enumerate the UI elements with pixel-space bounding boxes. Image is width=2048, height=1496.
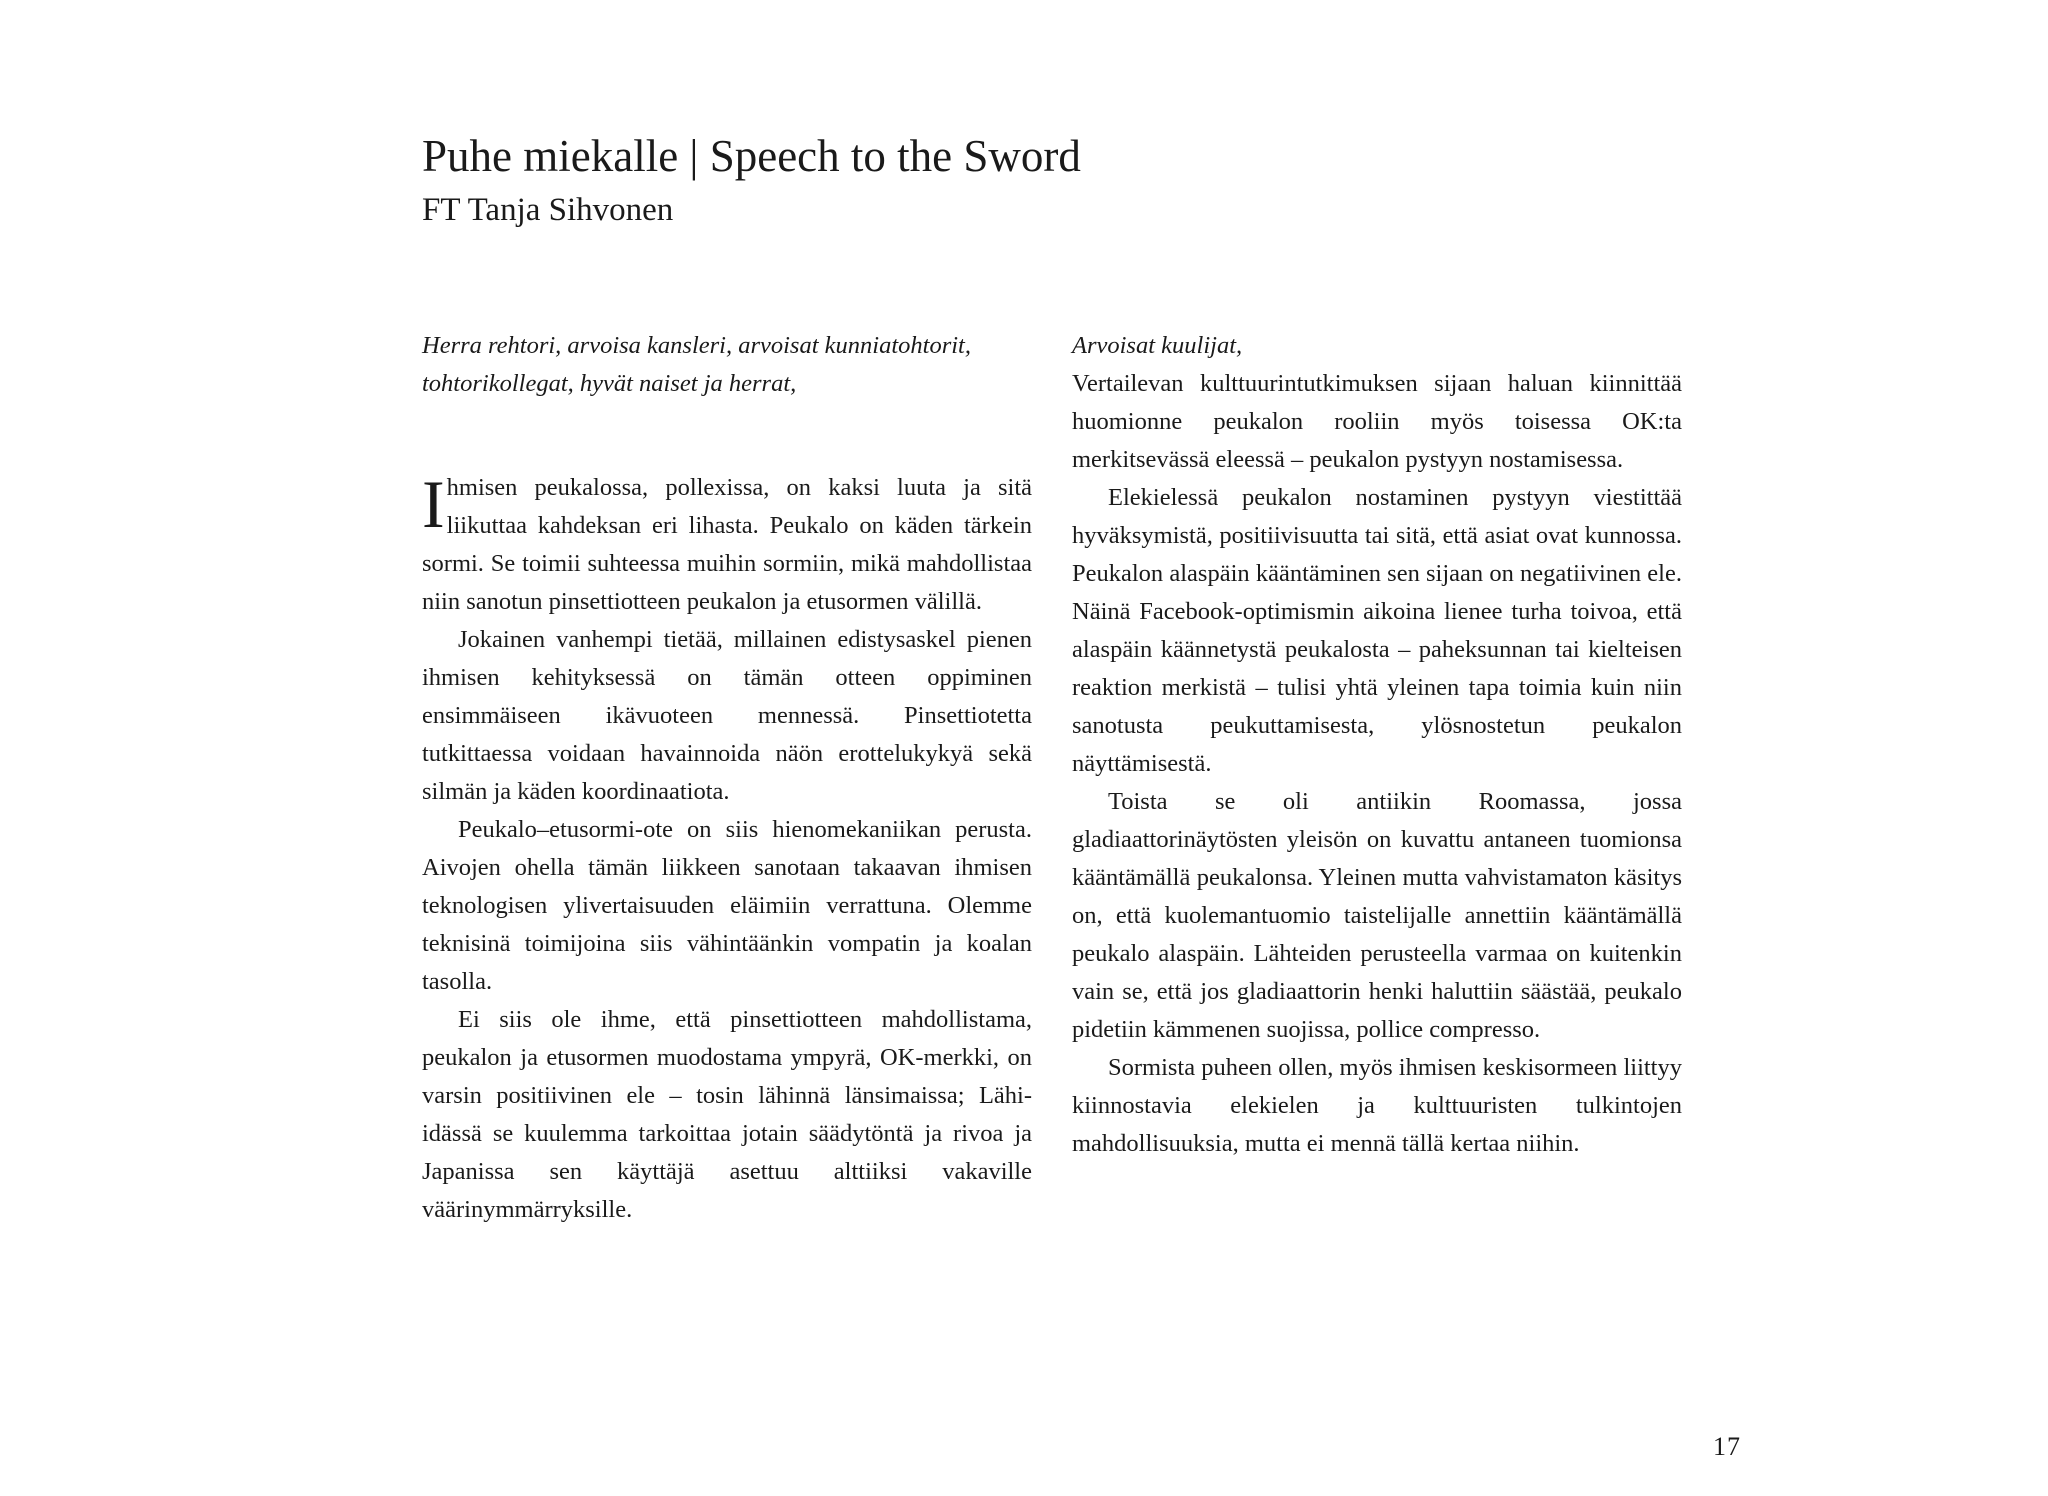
author-name: FT Tanja Sihvonen [422, 192, 674, 228]
paragraph: Sormista puheen ollen, myös ihmisen keskisormeen liittyy kiinnostavia elekielen ja kulttuuristen tulkintojen mahdollisuuksia, mutta ei mennä tällä kertaa niihin. [1072, 1054, 1682, 1157]
salutation-right: Arvoisat kuulijat, [1072, 332, 1243, 359]
right-column [1072, 327, 1682, 1163]
paragraph: Peukalo–etusormi-ote on siis hienomekaniikan perusta. Aivojen ohella tämän liikkeen sanotaan takaavan ihmisen teknologisen ylivertaisuuden eläimiin verrattuna. Olemme teknisinä toimijoina siis vähintäänkin vompatin ja koalan tasolla. [422, 816, 1032, 995]
paragraph-text: hmisen peukalossa, pollexissa, on kaksi luuta ja sitä liikuttaa kahdeksan eri lihasta. Peukalo on käden tärkein sormi. Se toimii suhteessa muihin sormiin, mikä mahdollistaa niin sanotun pinsettiotteen peukalon ja etusormen välillä. [422, 474, 1032, 615]
paragraph [422, 466, 1032, 621]
paragraph: Vertailevan kulttuurintutkimuksen sijaan haluan kiinnittää huomionne peukalon rooliin myös toisessa OK:ta merkitsevässä eleessä – peukalon pystyyn nostamisessa. [1072, 370, 1682, 473]
page-title: Puhe miekalle | Speech to the Sword [422, 131, 1081, 181]
page-number: 17 [1713, 1432, 1741, 1461]
paragraph: Toista se oli antiikin Roomassa, jossa gladiaattorinäytösten yleisön on kuvattu antaneen tuomionsa kääntämällä peukalonsa. Yleinen mutta vahvistamaton käsitys on, että kuolemantuomio taistelijalle annettiin kääntämällä peukalo alaspäin. Lähteiden perusteella varmaa on kuitenkin vain se, että jos gladiaattorin henki haluttiin säästää, peukalo pidetiin kämmenen suojissa, pollice compresso. [1072, 788, 1682, 1043]
paragraph: Ei siis ole ihme, että pinsettiotteen mahdollistama, peukalon ja etusormen muodostama ympyrä, OK-merkki, on varsin positiivinen ele – tosin lähinnä länsimaissa; Lähi-idässä se kuulemma tarkoittaa jotain säädytöntä ja rivoa ja Japanissa sen käyttäjä asettuu alttiiksi vakaville väärinymmärryksille. [422, 1006, 1032, 1223]
paragraph: Jokainen vanhempi tietää, millainen edistysaskel pienen ihmisen kehityksessä on tämän otteen oppiminen ensimmäiseen ikävuoteen mennessä. Pinsettiotetta tutkittaessa voidaan havainnoida näön erottelukykyä sekä silmän ja käden koordinaatiota. [422, 626, 1032, 805]
left-column [422, 327, 1032, 1229]
paragraph: Elekielessä peukalon nostaminen pystyyn viestittää hyväksymistä, positiivisuutta tai sitä, että asiat ovat kunnossa. Peukalon alaspäin kääntäminen sen sijaan on negatiivinen ele. Näinä Facebook-optimismin aikoina lienee turha toivoa, että alaspäin käännetystä peukalosta – paheksunnan tai kielteisen reaktion merkistä – tulisi yhtä yleinen tapa toimia kuin niin sanotusta peukuttamisesta, ylösnostetun peukalon näyttämisestä. [1072, 484, 1682, 777]
salutation-left: Herra rehtori, arvoisa kansleri, arvoisat kunniatohtorit, tohtorikollegat, hyvät naiset ja herrat, [422, 332, 971, 397]
drop-cap: I [422, 466, 445, 542]
